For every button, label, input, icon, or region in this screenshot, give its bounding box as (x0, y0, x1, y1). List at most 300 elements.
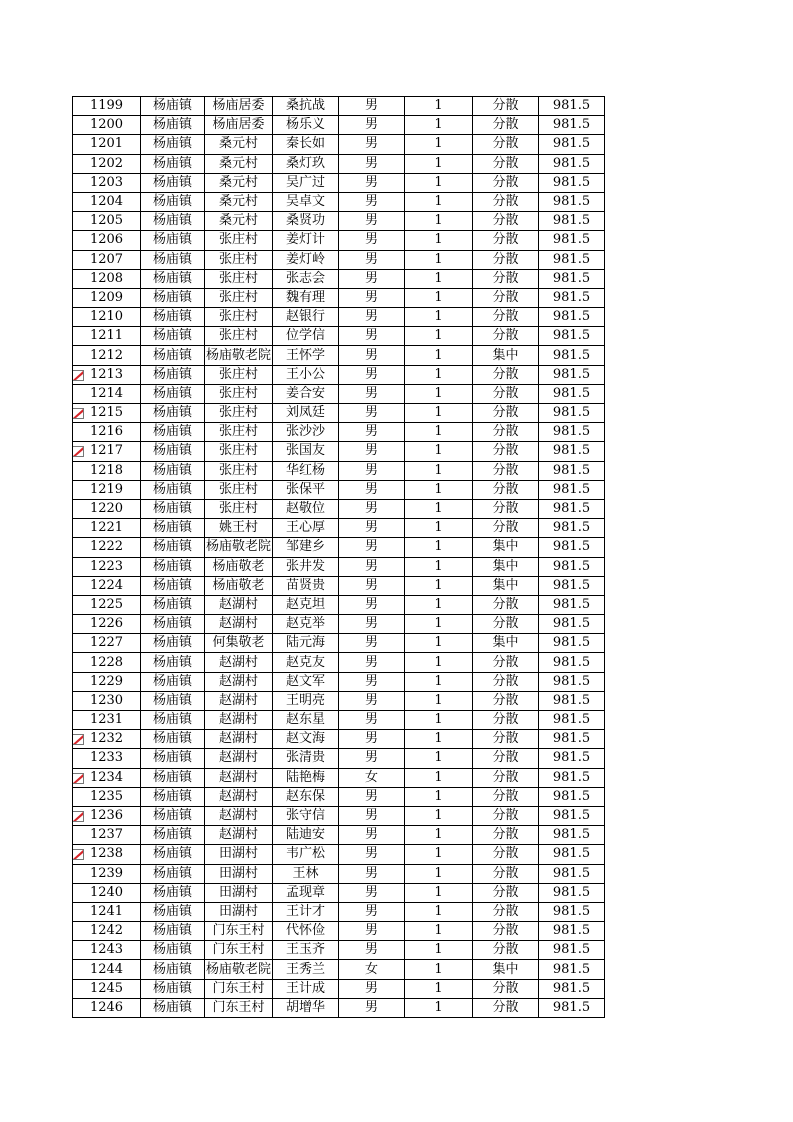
village-cell (205, 519, 273, 538)
village-cell-text: 张庄村 (218, 251, 258, 267)
record-number-cell-text: 1213 (89, 366, 124, 382)
amount-cell-text: 981.5 (552, 136, 591, 152)
town-cell-text: 杨庙镇 (152, 750, 192, 766)
count-cell-text: 1 (434, 903, 443, 919)
name-cell-text: 孟现章 (285, 884, 325, 900)
record-number-cell (73, 154, 141, 173)
amount-cell (539, 519, 605, 538)
count-cell-text: 1 (434, 194, 443, 210)
count-cell (405, 922, 473, 941)
record-number-cell (73, 404, 141, 423)
comment-marker-icon[interactable] (73, 734, 85, 745)
town-cell (141, 615, 205, 634)
count-cell (405, 519, 473, 538)
town-cell (141, 384, 205, 403)
record-number-cell (73, 787, 141, 806)
name-cell (273, 308, 339, 327)
count-cell (405, 212, 473, 231)
name-cell-text: 杨乐义 (285, 117, 325, 133)
support-mode-cell (473, 423, 539, 442)
amount-cell-text: 981.5 (552, 366, 591, 382)
village-cell-text: 张庄村 (218, 443, 258, 459)
amount-cell (539, 672, 605, 691)
name-cell (273, 154, 339, 173)
amount-cell-text: 981.5 (552, 884, 591, 900)
comment-marker-icon[interactable] (73, 773, 85, 784)
village-cell-text: 赵湖村 (218, 769, 258, 785)
town-cell (141, 845, 205, 864)
name-cell (273, 806, 339, 825)
gender-cell-text: 男 (364, 520, 378, 536)
support-mode-cell (473, 615, 539, 634)
gender-cell-text: 男 (364, 577, 378, 593)
amount-cell-text: 981.5 (552, 155, 591, 171)
record-number-cell (73, 845, 141, 864)
record-number-cell (73, 250, 141, 269)
count-cell (405, 423, 473, 442)
town-cell (141, 864, 205, 883)
gender-cell (339, 806, 405, 825)
count-cell (405, 135, 473, 154)
town-cell (141, 480, 205, 499)
record-number-cell (73, 461, 141, 480)
gender-cell (339, 154, 405, 173)
support-mode-cell (473, 135, 539, 154)
count-cell (405, 749, 473, 768)
count-cell (405, 806, 473, 825)
name-cell (273, 538, 339, 557)
village-cell-text: 门东王村 (212, 942, 265, 958)
village-cell (205, 480, 273, 499)
support-mode-cell-text: 分散 (492, 98, 519, 114)
comment-marker-icon[interactable] (73, 811, 85, 822)
support-mode-cell-text: 分散 (492, 289, 519, 305)
count-cell (405, 768, 473, 787)
amount-cell (539, 806, 605, 825)
support-mode-cell-text: 分散 (492, 136, 519, 152)
record-number-cell (73, 519, 141, 538)
name-cell (273, 653, 339, 672)
amount-cell-text: 981.5 (552, 788, 591, 804)
gender-cell-text: 男 (364, 98, 378, 114)
amount-cell-text: 981.5 (552, 903, 591, 919)
record-number-cell (73, 231, 141, 250)
count-cell-text: 1 (434, 270, 443, 286)
village-cell (205, 250, 273, 269)
record-number-cell (73, 135, 141, 154)
amount-cell (539, 845, 605, 864)
village-cell (205, 154, 273, 173)
gender-cell (339, 423, 405, 442)
count-cell (405, 327, 473, 346)
record-number-cell-text: 1236 (89, 808, 124, 824)
gender-cell-text: 男 (364, 213, 378, 229)
village-cell (205, 883, 273, 902)
town-cell (141, 730, 205, 749)
gender-cell-text: 男 (364, 424, 378, 440)
count-cell (405, 960, 473, 979)
town-cell-text: 杨庙镇 (152, 635, 192, 651)
name-cell-text: 王计才 (285, 903, 325, 919)
amount-cell (539, 154, 605, 173)
town-cell (141, 557, 205, 576)
name-cell (273, 135, 339, 154)
amount-cell (539, 922, 605, 941)
village-cell (205, 979, 273, 998)
village-cell-text: 张庄村 (218, 501, 258, 517)
record-number-cell-text: 1237 (89, 827, 124, 843)
town-cell-text: 杨庙镇 (152, 961, 192, 977)
amount-cell-text: 981.5 (552, 443, 591, 459)
gender-cell (339, 864, 405, 883)
support-mode-cell (473, 595, 539, 614)
record-number-cell (73, 615, 141, 634)
amount-cell-text: 981.5 (552, 405, 591, 421)
count-cell (405, 192, 473, 211)
name-cell (273, 711, 339, 730)
village-cell-text: 张庄村 (218, 385, 258, 401)
table-row (73, 634, 605, 653)
village-cell (205, 288, 273, 307)
village-cell-text: 田湖村 (218, 903, 258, 919)
amount-cell (539, 499, 605, 518)
support-mode-cell-text: 分散 (492, 712, 519, 728)
gender-cell (339, 250, 405, 269)
support-mode-cell-text: 分散 (492, 750, 519, 766)
town-cell-text: 杨庙镇 (152, 846, 192, 862)
amount-cell (539, 615, 605, 634)
village-cell (205, 864, 273, 883)
name-cell (273, 519, 339, 538)
village-cell-text: 桑元村 (218, 194, 258, 210)
name-cell-text: 代怀俭 (285, 923, 325, 939)
record-number-cell (73, 288, 141, 307)
town-cell (141, 288, 205, 307)
record-number-cell (73, 998, 141, 1017)
record-number-cell (73, 595, 141, 614)
count-cell-text: 1 (434, 596, 443, 612)
table-row (73, 979, 605, 998)
name-cell-text: 姜灯岭 (285, 251, 325, 267)
support-mode-cell-text: 分散 (492, 999, 519, 1015)
record-number-cell-text: 1204 (89, 194, 124, 210)
amount-cell-text: 981.5 (552, 923, 591, 939)
village-cell (205, 557, 273, 576)
comment-marker-icon[interactable] (73, 849, 85, 860)
town-cell (141, 768, 205, 787)
support-mode-cell-text: 分散 (492, 194, 519, 210)
amount-cell (539, 97, 605, 116)
village-cell-text: 张庄村 (218, 328, 258, 344)
village-cell-text: 赵湖村 (218, 788, 258, 804)
count-cell-text: 1 (434, 424, 443, 440)
support-mode-cell (473, 231, 539, 250)
village-cell-text: 张庄村 (218, 232, 258, 248)
town-cell (141, 404, 205, 423)
town-cell (141, 787, 205, 806)
gender-cell (339, 787, 405, 806)
count-cell (405, 902, 473, 921)
gender-cell (339, 845, 405, 864)
record-number-cell-text: 1200 (89, 117, 124, 133)
gender-cell (339, 653, 405, 672)
table-row (73, 653, 605, 672)
support-mode-cell (473, 116, 539, 135)
record-number-cell (73, 634, 141, 653)
support-mode-cell-text: 分散 (492, 155, 519, 171)
town-cell-text: 杨庙镇 (152, 328, 192, 344)
village-cell-text: 赵湖村 (218, 750, 258, 766)
village-cell-text: 张庄村 (218, 309, 258, 325)
amount-cell (539, 634, 605, 653)
support-mode-cell-text: 分散 (492, 942, 519, 958)
support-mode-cell (473, 442, 539, 461)
gender-cell (339, 173, 405, 192)
count-cell-text: 1 (434, 673, 443, 689)
support-mode-cell (473, 576, 539, 595)
table-row (73, 288, 605, 307)
count-cell-text: 1 (434, 347, 443, 363)
amount-cell-text: 981.5 (552, 251, 591, 267)
village-cell (205, 346, 273, 365)
record-number-cell (73, 97, 141, 116)
record-number-cell-text: 1203 (89, 174, 124, 190)
record-number-cell-text: 1232 (89, 731, 124, 747)
town-cell-text: 杨庙镇 (152, 673, 192, 689)
record-number-cell-text: 1239 (89, 865, 124, 881)
table-row (73, 154, 605, 173)
support-mode-cell (473, 288, 539, 307)
amount-cell-text: 981.5 (552, 865, 591, 881)
gender-cell (339, 768, 405, 787)
gender-cell-text: 男 (364, 635, 378, 651)
record-number-cell-text: 1222 (89, 539, 124, 555)
support-mode-cell-text: 集中 (492, 635, 519, 651)
record-number-cell (73, 499, 141, 518)
record-number-cell-text: 1201 (89, 136, 124, 152)
town-cell-text: 杨庙镇 (152, 827, 192, 843)
town-cell-text: 杨庙镇 (152, 98, 192, 114)
town-cell-text: 杨庙镇 (152, 117, 192, 133)
amount-cell (539, 691, 605, 710)
name-cell-text: 王明亮 (285, 692, 325, 708)
comment-marker-icon[interactable] (73, 370, 85, 381)
support-mode-cell (473, 173, 539, 192)
table-row (73, 883, 605, 902)
gender-cell-text: 男 (364, 596, 378, 612)
amount-cell (539, 327, 605, 346)
amount-cell (539, 269, 605, 288)
comment-marker-icon[interactable] (73, 446, 85, 457)
town-cell (141, 806, 205, 825)
support-mode-cell-text: 分散 (492, 328, 519, 344)
table-row (73, 806, 605, 825)
support-mode-cell (473, 902, 539, 921)
village-cell-text: 杨庙敬老院 (205, 539, 271, 555)
town-cell-text: 杨庙镇 (152, 923, 192, 939)
name-cell (273, 768, 339, 787)
gender-cell-text: 男 (364, 194, 378, 210)
amount-cell-text: 981.5 (552, 654, 591, 670)
name-cell-text: 苗贤贵 (285, 577, 325, 593)
table-row (73, 135, 605, 154)
town-cell-text: 杨庙镇 (152, 558, 192, 574)
roster-body (73, 97, 605, 1018)
village-cell-text: 赵湖村 (218, 808, 258, 824)
name-cell-text: 韦广松 (285, 846, 325, 862)
support-mode-cell-text: 分散 (492, 923, 519, 939)
gender-cell (339, 902, 405, 921)
table-row (73, 538, 605, 557)
town-cell-text: 杨庙镇 (152, 405, 192, 421)
town-cell (141, 327, 205, 346)
support-mode-cell-text: 集中 (492, 539, 519, 555)
village-cell (205, 327, 273, 346)
name-cell-text: 华红杨 (285, 462, 325, 478)
record-number-cell-text: 1211 (89, 328, 124, 344)
count-cell-text: 1 (434, 788, 443, 804)
record-number-cell-text: 1206 (89, 232, 124, 248)
village-cell-text: 赵湖村 (218, 673, 258, 689)
table-row (73, 231, 605, 250)
gender-cell (339, 595, 405, 614)
name-cell-text: 王林 (292, 865, 319, 881)
record-number-cell-text: 1208 (89, 270, 124, 286)
count-cell-text: 1 (434, 865, 443, 881)
record-number-cell-text: 1215 (89, 405, 124, 421)
amount-cell-text: 981.5 (552, 846, 591, 862)
town-cell (141, 116, 205, 135)
town-cell-text: 杨庙镇 (152, 462, 192, 478)
name-cell (273, 499, 339, 518)
support-mode-cell (473, 749, 539, 768)
support-mode-cell (473, 845, 539, 864)
town-cell (141, 97, 205, 116)
gender-cell (339, 97, 405, 116)
amount-cell (539, 423, 605, 442)
record-number-cell-text: 1238 (89, 846, 124, 862)
gender-cell (339, 135, 405, 154)
amount-cell-text: 981.5 (552, 424, 591, 440)
record-number-cell-text: 1226 (89, 616, 124, 632)
name-cell (273, 327, 339, 346)
count-cell (405, 883, 473, 902)
town-cell-text: 杨庙镇 (152, 481, 192, 497)
support-mode-cell (473, 250, 539, 269)
town-cell (141, 941, 205, 960)
gender-cell-text: 男 (364, 366, 378, 382)
count-cell-text: 1 (434, 309, 443, 325)
support-mode-cell (473, 979, 539, 998)
town-cell (141, 365, 205, 384)
count-cell-text: 1 (434, 769, 443, 785)
record-number-cell-text: 1234 (89, 769, 124, 785)
village-cell (205, 749, 273, 768)
support-mode-cell-text: 分散 (492, 520, 519, 536)
town-cell (141, 135, 205, 154)
support-mode-cell (473, 480, 539, 499)
record-number-cell (73, 672, 141, 691)
village-cell (205, 730, 273, 749)
count-cell-text: 1 (434, 174, 443, 190)
record-number-cell (73, 941, 141, 960)
count-cell-text: 1 (434, 923, 443, 939)
table-row (73, 730, 605, 749)
town-cell (141, 672, 205, 691)
village-cell-text: 杨庙敬老 (212, 577, 265, 593)
town-cell (141, 269, 205, 288)
village-cell-text: 桑元村 (218, 213, 258, 229)
gender-cell (339, 941, 405, 960)
amount-cell (539, 998, 605, 1017)
record-number-cell-text: 1212 (89, 347, 124, 363)
support-mode-cell (473, 826, 539, 845)
gender-cell (339, 480, 405, 499)
record-number-cell-text: 1245 (89, 980, 124, 996)
count-cell (405, 615, 473, 634)
record-number-cell-text: 1210 (89, 309, 124, 325)
table-row (73, 97, 605, 116)
gender-cell (339, 519, 405, 538)
amount-cell-text: 981.5 (552, 808, 591, 824)
gender-cell (339, 116, 405, 135)
comment-marker-icon[interactable] (73, 408, 85, 419)
record-number-cell (73, 711, 141, 730)
support-mode-cell (473, 941, 539, 960)
count-cell (405, 653, 473, 672)
support-mode-cell-text: 集中 (492, 558, 519, 574)
gender-cell (339, 615, 405, 634)
support-mode-cell-text: 分散 (492, 731, 519, 747)
record-number-cell-text: 1223 (89, 558, 124, 574)
gender-cell (339, 576, 405, 595)
village-cell-text: 张庄村 (218, 481, 258, 497)
record-number-cell-text: 1219 (89, 481, 124, 497)
name-cell-text: 赵东星 (285, 712, 325, 728)
village-cell-text: 杨庙敬老 (212, 558, 265, 574)
village-cell (205, 269, 273, 288)
support-mode-cell-text: 分散 (492, 692, 519, 708)
gender-cell-text: 男 (364, 999, 378, 1015)
village-cell (205, 212, 273, 231)
amount-cell (539, 173, 605, 192)
gender-cell-text: 男 (364, 501, 378, 517)
amount-cell-text: 981.5 (552, 501, 591, 517)
amount-cell (539, 595, 605, 614)
record-number-cell-text: 1228 (89, 654, 124, 670)
support-mode-cell-text: 集中 (492, 347, 519, 363)
gender-cell (339, 365, 405, 384)
count-cell-text: 1 (434, 635, 443, 651)
table-row (73, 922, 605, 941)
record-number-cell-text: 1217 (89, 443, 124, 459)
table-row (73, 327, 605, 346)
town-cell (141, 979, 205, 998)
record-number-cell-text: 1205 (89, 213, 124, 229)
name-cell (273, 730, 339, 749)
support-mode-cell (473, 154, 539, 173)
table-row (73, 768, 605, 787)
count-cell-text: 1 (434, 654, 443, 670)
gender-cell (339, 404, 405, 423)
amount-cell (539, 538, 605, 557)
name-cell (273, 384, 339, 403)
count-cell (405, 787, 473, 806)
record-number-cell (73, 960, 141, 979)
count-cell-text: 1 (434, 98, 443, 114)
count-cell-text: 1 (434, 884, 443, 900)
name-cell (273, 173, 339, 192)
